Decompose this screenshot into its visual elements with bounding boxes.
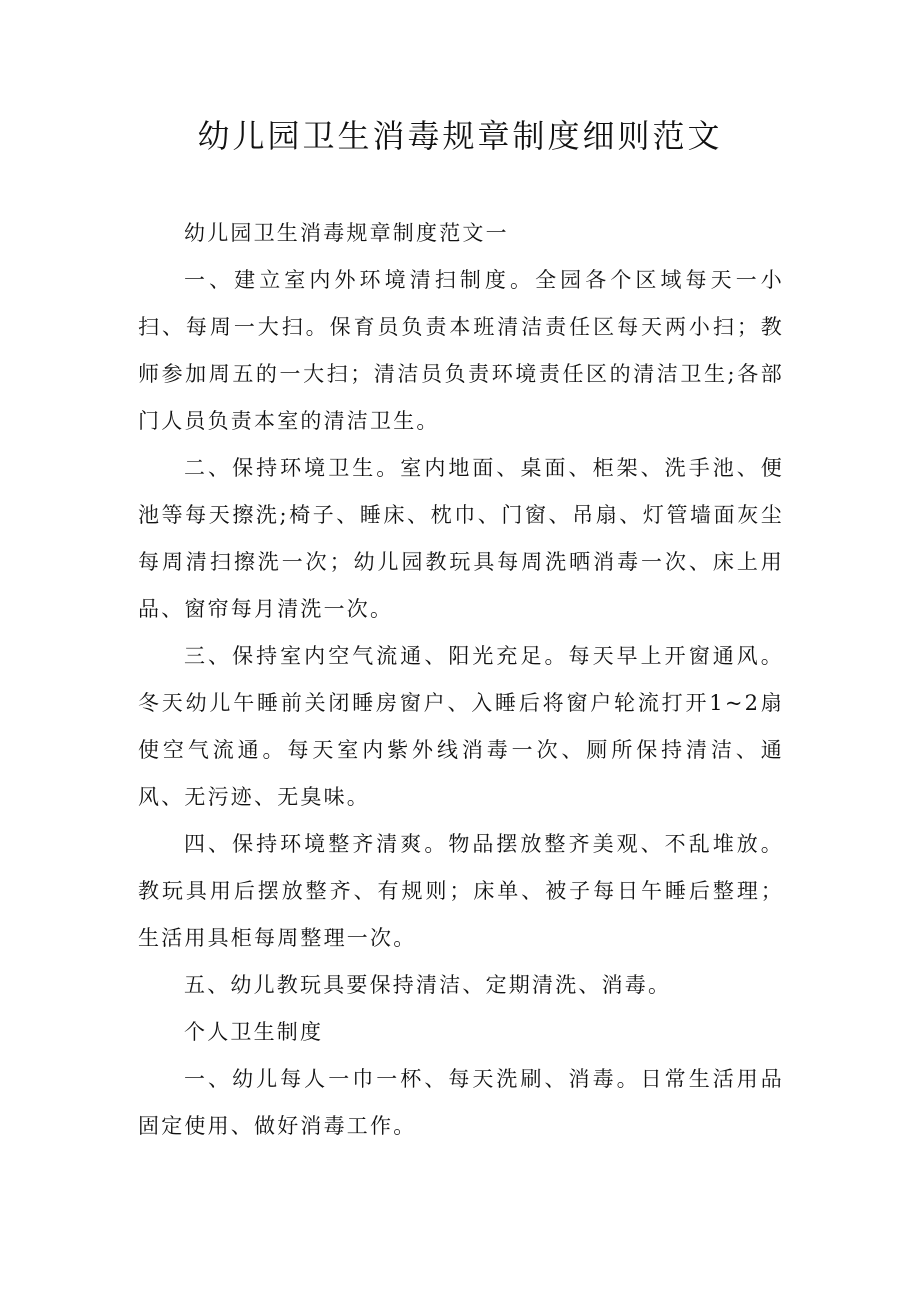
section-heading: 幼儿园卫生消毒规章制度范文一: [184, 221, 509, 245]
body-paragraph: 四、保持环境整齐清爽。物品摆放整齐美观、不乱堆放。教玩具用后摆放整齐、有规则；床单、被子每日午睡后整理；生活用具柜每周整理一次。: [138, 832, 784, 950]
body-paragraph: 五、幼儿教玩具要保持清洁、定期清洗、消毒。: [184, 973, 672, 997]
body-paragraph: 二、保持环境卫生。室内地面、桌面、柜架、洗手池、便池等每天擦洗;椅子、睡床、枕巾、门窗、吊扇、灯管墙面灰尘每周清扫擦洗一次；幼儿园教玩具每周洗晒消毒一次、床上用品、窗帘每月清洗一次。: [138, 456, 784, 621]
body-paragraph: 一、建立室内外环境清扫制度。全园各个区域每天一小扫、每周一大扫。保育员负责本班清洁责任区每天两小扫；教师参加周五的一大扫；清洁员负责环境责任区的清洁卫生;各部门人员负责本室的清洁卫生。: [138, 268, 784, 433]
document-body: [138, 210, 784, 1150]
document-title: 幼儿园卫生消毒规章制度细则范文: [197, 117, 723, 155]
section-heading: 个人卫生制度: [184, 1020, 324, 1044]
body-paragraph: 三、保持室内空气流通、阳光充足。每天早上开窗通风。冬天幼儿午睡前关闭睡房窗户、入睡后将窗户轮流打开1~2扇使空气流通。每天室内紫外线消毒一次、厕所保持清洁、通风、无污迹、无臭味。: [138, 644, 784, 809]
body-paragraph: 一、幼儿每人一巾一杯、每天洗刷、消毒。日常生活用品固定使用、做好消毒工作。: [138, 1067, 784, 1138]
